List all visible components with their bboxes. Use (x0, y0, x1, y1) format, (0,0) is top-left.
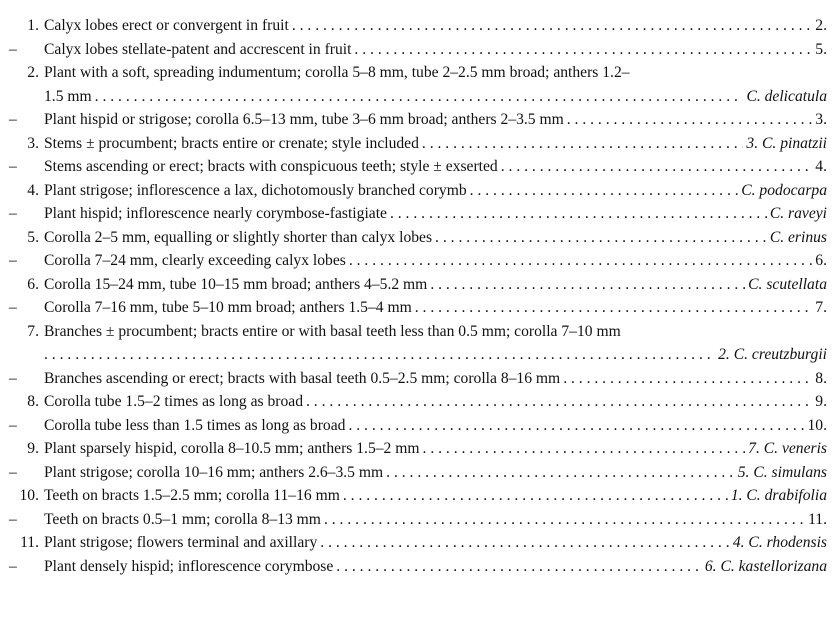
lead-number: – (9, 510, 17, 528)
key-lead-4-alt (0, 202, 827, 226)
lead-text: Stems ascending or erect; bracts with conspicuous teeth; style ± exserted (44, 158, 498, 175)
lead-text: Branches ± procumbent; bracts entire or with basal teeth less than 0.5 mm; corolla 7–10 mm (44, 322, 621, 340)
lead-text: Teeth on bracts 0.5–1 mm; corolla 8–13 mm (44, 510, 321, 528)
key-lead-9-alt (0, 461, 827, 485)
lead-destination-taxon: 4. C. rhodensis (732, 534, 827, 551)
lead-number: 11. (20, 534, 39, 551)
key-lead-1-alt (0, 38, 827, 62)
key-lead-6-alt (0, 296, 827, 320)
lead-destination-taxon: C. podocarpa (741, 181, 827, 199)
key-lead-10-alt (0, 508, 827, 532)
lead-number: – (9, 463, 17, 481)
lead-destination: 10. (807, 416, 827, 434)
lead-number: 6. (27, 275, 39, 293)
lead-text: Plant strigose; corolla 10–16 mm; anthers 2.6–3.5 mm (44, 463, 384, 481)
lead-text: Corolla 15–24 mm, tube 10–15 mm broad; anthers 4–5.2 mm (44, 275, 428, 293)
lead-number: 2. (27, 64, 39, 81)
lead-number: – (9, 299, 17, 316)
lead-destination-taxon: 1. C. drabifolia (730, 487, 827, 504)
lead-text: Plant strigose; inflorescence a lax, dichotomously branched corymb (44, 181, 467, 199)
lead-destination: 4. (815, 158, 827, 175)
lead-text: Plant hispid or strigose; corolla 6.5–13 mm, tube 3–6 mm broad; anthers 2–3.5 mm (44, 111, 564, 128)
key-lead-4 (0, 179, 827, 203)
lead-destination: 11. (808, 510, 827, 528)
leader-dots (423, 437, 746, 461)
lead-text: Calyx lobes erect or convergent in fruit (44, 17, 289, 34)
leader-dots (422, 132, 744, 156)
leader-dots (292, 14, 812, 38)
lead-destination: 7. (815, 299, 827, 316)
lead-destination-taxon: C. raveyi (769, 205, 827, 222)
lead-destination: 3. (815, 111, 827, 128)
lead-destination-taxon: 5. C. simulans (737, 463, 827, 481)
leader-dots (435, 226, 767, 250)
lead-number: 4. (27, 181, 39, 199)
lead-text: Stems ± procumbent; bracts entire or crenate; style included (44, 134, 419, 152)
leader-dots (563, 367, 812, 391)
leader-dots (354, 38, 812, 62)
key-lead-10 (0, 484, 827, 508)
lead-text: Corolla 7–24 mm, clearly exceeding calyx lobes (44, 252, 346, 269)
key-lead-8 (0, 390, 827, 414)
leader-dots (320, 531, 730, 555)
leader-dots (348, 414, 804, 438)
lead-text: Corolla tube 1.5–2 times as long as broad (44, 393, 303, 410)
lead-destination: 9. (815, 393, 827, 410)
lead-text-continued: 1.5 mm (44, 87, 92, 105)
leader-dots (324, 508, 805, 532)
lead-number: – (9, 111, 17, 128)
lead-text: Teeth on bracts 1.5–2.5 mm; corolla 11–16 mm (44, 487, 340, 504)
lead-number: – (9, 205, 17, 222)
leader-dots (336, 555, 702, 579)
lead-number: 7. (27, 322, 39, 340)
lead-destination: 8. (815, 369, 827, 387)
lead-destination: 6. (815, 252, 827, 269)
key-lead-3-alt (0, 155, 827, 179)
leader-dots (386, 461, 735, 485)
key-lead-7 (0, 320, 827, 367)
key-lead-7-alt (0, 367, 827, 391)
leader-dots (470, 179, 739, 203)
key-lead-9 (0, 437, 827, 461)
leader-dots (501, 155, 813, 179)
lead-number: 3. (27, 134, 39, 152)
lead-destination-taxon: C. erinus (769, 228, 827, 246)
lead-destination-taxon: C. delicatula (746, 87, 827, 105)
lead-number: 5. (27, 228, 39, 246)
leader-dots (44, 343, 715, 367)
leader-dots (306, 390, 812, 414)
lead-text: Corolla 2–5 mm, equalling or slightly shorter than calyx lobes (44, 228, 433, 246)
lead-number: 9. (27, 440, 39, 457)
key-lead-6 (0, 273, 827, 297)
lead-text: Calyx lobes stellate-patent and accrescent in fruit (44, 40, 352, 58)
lead-number: 1. (27, 17, 39, 34)
lead-text: Plant strigose; flowers terminal and axillary (44, 534, 318, 551)
lead-text: Corolla 7–16 mm, tube 5–10 mm broad; anthers 1.5–4 mm (44, 299, 412, 316)
leader-dots (567, 108, 813, 132)
key-lead-2 (0, 61, 827, 108)
leader-dots (390, 202, 767, 226)
lead-text: Plant with a soft, spreading indumentum; corolla 5–8 mm, tube 2–2.5 mm broad; anthers 1.2– (44, 64, 630, 81)
leader-dots (415, 296, 813, 320)
key-lead-1 (0, 14, 827, 38)
lead-destination-taxon: 6. C. kastellorizana (704, 557, 827, 575)
lead-destination: 2. (815, 17, 827, 34)
key-lead-11-alt (0, 555, 827, 579)
key-lead-2-alt (0, 108, 827, 132)
leader-dots (343, 484, 728, 508)
lead-number: – (9, 416, 17, 434)
key-lead-8-alt (0, 414, 827, 438)
lead-destination-taxon: 3. C. pinatzii (746, 134, 827, 152)
lead-text: Plant densely hispid; inflorescence corymbose (44, 557, 334, 575)
leader-dots (349, 249, 812, 273)
key-lead-11 (0, 531, 827, 555)
lead-number: – (9, 158, 17, 175)
lead-number: – (9, 40, 17, 58)
key-lead-3 (0, 132, 827, 156)
key-lead-5 (0, 226, 827, 250)
lead-number: – (9, 252, 17, 269)
lead-number: 8. (27, 393, 39, 410)
lead-number: – (9, 369, 17, 387)
lead-text: Branches ascending or erect; bracts with basal teeth 0.5–2.5 mm; corolla 8–16 mm (44, 369, 561, 387)
lead-text: Plant sparsely hispid, corolla 8–10.5 mm; anthers 1.5–2 mm (44, 440, 420, 457)
lead-text: Plant hispid; inflorescence nearly corymbose-fastigiate (44, 205, 387, 222)
lead-destination-taxon: C. scutellata (748, 275, 827, 293)
lead-destination-taxon: 2. C. creutzburgii (718, 346, 827, 363)
lead-number: – (9, 557, 17, 575)
lead-text: Corolla tube less than 1.5 times as long as broad (44, 416, 346, 434)
key-lead-5-alt (0, 249, 827, 273)
leader-dots (430, 273, 745, 297)
lead-destination: 5. (815, 40, 827, 58)
leader-dots (95, 85, 744, 109)
lead-number: 10. (19, 487, 39, 504)
lead-destination-taxon: 7. C. veneris (748, 440, 827, 457)
